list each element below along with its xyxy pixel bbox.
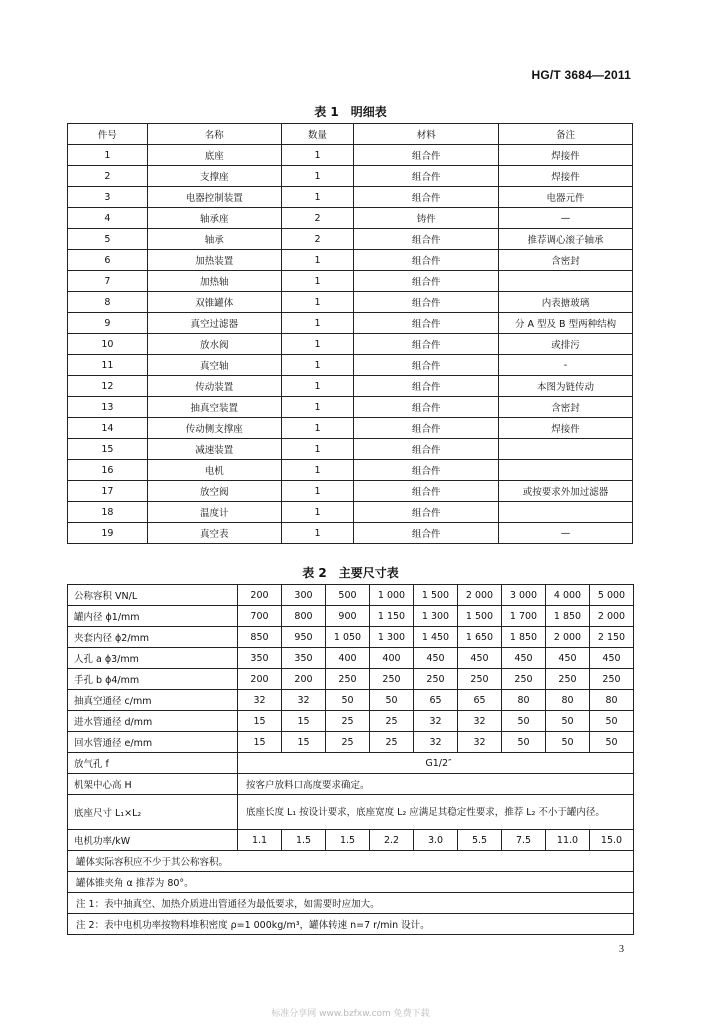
table1-cell: 1 <box>281 502 354 523</box>
motor-power-value: 5.5 <box>458 830 502 851</box>
dimension-value: 1 850 <box>502 627 546 648</box>
table1-header-cell: 备注 <box>499 124 633 145</box>
row-label: 罐内径 ϕ1/mm <box>68 606 238 627</box>
table-row <box>68 313 633 334</box>
table-row <box>68 648 634 669</box>
table1-cell: 抽真空装置 <box>147 397 281 418</box>
table1-cell: 电器元件 <box>499 187 633 208</box>
table1-cell: 组合件 <box>354 439 499 460</box>
row-label: 公称容积 VN/L <box>68 585 238 606</box>
motor-power-value: 1.1 <box>238 830 282 851</box>
table1-header-cell: 材料 <box>354 124 499 145</box>
dimension-value: 15 <box>238 711 282 732</box>
table-row <box>68 585 634 606</box>
dimension-value: 850 <box>238 627 282 648</box>
table1-cell: 推荐调心滚子轴承 <box>499 229 633 250</box>
dimension-value: 1 500 <box>458 606 502 627</box>
dimension-value: 2 000 <box>458 585 502 606</box>
dimension-value: 250 <box>546 669 590 690</box>
table1-cell: 2 <box>281 229 354 250</box>
row-label: 手孔 b ϕ4/mm <box>68 669 238 690</box>
table1-cell: 焊接件 <box>499 166 633 187</box>
table-note: 注 2：表中电机功率按物料堆积密度 ρ=1 000kg/m³，罐体转速 n=7 r/min 设计。 <box>68 914 634 935</box>
dimension-value: 250 <box>370 669 414 690</box>
table1-header-cell: 数量 <box>281 124 354 145</box>
table1-cell: 组合件 <box>354 418 499 439</box>
table1-cell: 放水阀 <box>147 334 281 355</box>
table1-cell: — <box>499 208 633 229</box>
table1-cell: 1 <box>281 481 354 502</box>
dimension-value: 80 <box>502 690 546 711</box>
table-row <box>68 481 633 502</box>
table1-cell: 1 <box>281 292 354 313</box>
table1-cell: 6 <box>68 250 148 271</box>
table1-cell: 1 <box>281 187 354 208</box>
dimension-value: 1 500 <box>414 585 458 606</box>
table1-cell: 底座 <box>147 145 281 166</box>
table1-cell: 1 <box>281 397 354 418</box>
table1-cell: 传动侧支撑座 <box>147 418 281 439</box>
table1-cell: 1 <box>281 439 354 460</box>
motor-power-value: 1.5 <box>282 830 326 851</box>
dimension-value: 500 <box>326 585 370 606</box>
dimension-value: 15 <box>282 732 326 753</box>
table1-header-cell: 件号 <box>68 124 148 145</box>
motor-power-value: 11.0 <box>546 830 590 851</box>
table1-cell: 1 <box>281 355 354 376</box>
table1-cell: 焊接件 <box>499 418 633 439</box>
table1-cell: 组合件 <box>354 187 499 208</box>
table1-cell: 1 <box>281 334 354 355</box>
table1-cell: 3 <box>68 187 148 208</box>
dimension-value: 25 <box>326 732 370 753</box>
table1-cell: 组合件 <box>354 481 499 502</box>
row-label: 夹套内径 ϕ2/mm <box>68 627 238 648</box>
table1-cell: 组合件 <box>354 334 499 355</box>
page-number: 3 <box>619 944 624 955</box>
table1-cell: 轴承座 <box>147 208 281 229</box>
dimension-value: 50 <box>546 711 590 732</box>
dimension-value: 800 <box>282 606 326 627</box>
frame-height-row-label: 机架中心高 H <box>68 774 238 795</box>
table1-cell: — <box>499 523 633 544</box>
motor-power-value: 1.5 <box>326 830 370 851</box>
dimension-value: 25 <box>370 732 414 753</box>
table1-cell: 1 <box>281 523 354 544</box>
dimension-value: 4 000 <box>546 585 590 606</box>
table-row <box>68 271 633 292</box>
table-row <box>68 187 633 208</box>
table1-cell: 1 <box>281 166 354 187</box>
dimension-value: 2 000 <box>590 606 634 627</box>
motor-power-value: 7.5 <box>502 830 546 851</box>
table1-cell: 加热轴 <box>147 271 281 292</box>
table1-caption-title: 明细表 <box>350 105 387 119</box>
frame-height-row <box>68 774 634 795</box>
table1-cell: 1 <box>68 145 148 166</box>
table-row <box>68 397 633 418</box>
table1-cell: 焊接件 <box>499 145 633 166</box>
table1-cell: - <box>499 355 633 376</box>
dimension-value: 400 <box>326 648 370 669</box>
dimension-value: 15 <box>238 732 282 753</box>
table1-cell: 2 <box>68 166 148 187</box>
table1-cell: 真空轴 <box>147 355 281 376</box>
dimension-value: 65 <box>458 690 502 711</box>
dimension-value: 3 000 <box>502 585 546 606</box>
table1-cell: 组合件 <box>354 292 499 313</box>
dimension-value: 32 <box>458 732 502 753</box>
frame-height-row-value: 按客户放料口高度要求确定。 <box>238 774 634 795</box>
note-row <box>68 851 634 872</box>
row-label: 进水管通径 d/mm <box>68 711 238 732</box>
table1-cell: 4 <box>68 208 148 229</box>
dimension-value: 32 <box>282 690 326 711</box>
table1-cell: 组合件 <box>354 397 499 418</box>
dimension-value: 250 <box>326 669 370 690</box>
table1-cell: 1 <box>281 313 354 334</box>
table-row <box>68 418 633 439</box>
dimension-value: 250 <box>414 669 458 690</box>
table-row <box>68 145 633 166</box>
table1-cell: 加热装置 <box>147 250 281 271</box>
table1-cell: 2 <box>281 208 354 229</box>
dimension-value: 80 <box>546 690 590 711</box>
table-row <box>68 627 634 648</box>
table-row <box>68 669 634 690</box>
table1-cell: 含密封 <box>499 250 633 271</box>
motor-power-label: 电机功率/kW <box>68 830 238 851</box>
table1-cell: 组合件 <box>354 229 499 250</box>
table-row <box>68 292 633 313</box>
dimension-value: 900 <box>326 606 370 627</box>
table-row <box>68 166 633 187</box>
table1-cell <box>499 271 633 292</box>
table1-cell: 含密封 <box>499 397 633 418</box>
table1-cell: 电机 <box>147 460 281 481</box>
table1-cell: 5 <box>68 229 148 250</box>
table1-cell: 内表搪玻璃 <box>499 292 633 313</box>
dimension-value: 450 <box>502 648 546 669</box>
dimension-value: 300 <box>282 585 326 606</box>
table1-cell: 1 <box>281 145 354 166</box>
dimension-value: 32 <box>238 690 282 711</box>
row-label: 回水管通径 e/mm <box>68 732 238 753</box>
row-label: 抽真空通径 c/mm <box>68 690 238 711</box>
table-row <box>68 376 633 397</box>
vent-row-value: G1/2″ <box>238 753 634 774</box>
table-note: 注 1：表中抽真空、加热介质进出管通径为最低要求，如需要时应加大。 <box>68 893 634 914</box>
table1-cell: 组合件 <box>354 502 499 523</box>
dimension-value: 50 <box>502 732 546 753</box>
table-row <box>68 732 634 753</box>
table-row <box>68 334 633 355</box>
table1-cell: 10 <box>68 334 148 355</box>
dimension-value: 450 <box>590 648 634 669</box>
table-row <box>68 690 634 711</box>
table1-cell: 真空过滤器 <box>147 313 281 334</box>
dimension-value: 250 <box>458 669 502 690</box>
motor-power-value: 2.2 <box>370 830 414 851</box>
table1-caption-number: 表 1 <box>314 105 339 119</box>
table1-caption <box>0 103 701 120</box>
dimension-value: 32 <box>458 711 502 732</box>
table1-cell: 1 <box>281 376 354 397</box>
dimension-value: 1 650 <box>458 627 502 648</box>
base-size-row-value: 底座长度 L₁ 按设计要求，底座宽度 L₂ 应满足其稳定性要求，推荐 L₂ 不小于罐内径。 <box>238 795 634 830</box>
table1-cell: 组合件 <box>354 355 499 376</box>
dimension-value: 32 <box>414 732 458 753</box>
dimension-value: 15 <box>282 711 326 732</box>
motor-power-value: 15.0 <box>590 830 634 851</box>
note-row <box>68 872 634 893</box>
dimension-value: 50 <box>590 711 634 732</box>
table2-caption-title: 主要尺寸表 <box>338 566 399 580</box>
site-watermark: 标准分享网 www.bzfxw.com 免费下载 <box>271 1009 430 1019</box>
vent-row <box>68 753 634 774</box>
dimension-value: 2 150 <box>590 627 634 648</box>
table1-cell: 19 <box>68 523 148 544</box>
table1-cell: 16 <box>68 460 148 481</box>
table1-cell: 组合件 <box>354 145 499 166</box>
table1-cell: 减速装置 <box>147 439 281 460</box>
main-dimensions-table <box>67 584 634 935</box>
table1-cell <box>499 439 633 460</box>
base-size-row-label: 底座尺寸 L₁×L₂ <box>68 795 238 830</box>
table1-cell: 1 <box>281 271 354 292</box>
table1-cell: 15 <box>68 439 148 460</box>
dimension-value: 32 <box>414 711 458 732</box>
table1-cell: 放空阀 <box>147 481 281 502</box>
dimension-value: 450 <box>546 648 590 669</box>
dimension-value: 1 050 <box>326 627 370 648</box>
dimension-value: 950 <box>282 627 326 648</box>
table1-cell: 或按要求外加过滤器 <box>499 481 633 502</box>
table1-cell: 真空表 <box>147 523 281 544</box>
dimension-value: 400 <box>370 648 414 669</box>
vent-row-label: 放气孔 f <box>68 753 238 774</box>
table1-cell: 9 <box>68 313 148 334</box>
dimension-value: 50 <box>502 711 546 732</box>
dimension-value: 450 <box>414 648 458 669</box>
table-row <box>68 208 633 229</box>
dimension-value: 25 <box>326 711 370 732</box>
dimension-value: 80 <box>590 690 634 711</box>
dimension-value: 1 000 <box>370 585 414 606</box>
table1-cell: 组合件 <box>354 523 499 544</box>
dimension-value: 450 <box>458 648 502 669</box>
standard-code: HG/T 3684—2011 <box>531 68 631 82</box>
table1-cell: 组合件 <box>354 271 499 292</box>
table1-cell: 1 <box>281 460 354 481</box>
table1-cell: 1 <box>281 250 354 271</box>
table1-cell: 温度计 <box>147 502 281 523</box>
table1-cell: 铸件 <box>354 208 499 229</box>
table1-cell: 组合件 <box>354 313 499 334</box>
dimension-value: 1 450 <box>414 627 458 648</box>
table1-cell <box>499 502 633 523</box>
table1-cell: 组合件 <box>354 376 499 397</box>
dimension-value: 65 <box>414 690 458 711</box>
table1-cell: 17 <box>68 481 148 502</box>
parts-list-table <box>67 123 633 544</box>
dimension-value: 2 000 <box>546 627 590 648</box>
note-row <box>68 914 634 935</box>
table1-cell: 14 <box>68 418 148 439</box>
dimension-value: 200 <box>282 669 326 690</box>
table-row <box>68 355 633 376</box>
table1-cell: 7 <box>68 271 148 292</box>
motor-power-value: 3.0 <box>414 830 458 851</box>
dimension-value: 350 <box>282 648 326 669</box>
table1-cell: 12 <box>68 376 148 397</box>
dimension-value: 1 150 <box>370 606 414 627</box>
table1-header-cell: 名称 <box>147 124 281 145</box>
table1-cell: 本图为链传动 <box>499 376 633 397</box>
table1-cell: 18 <box>68 502 148 523</box>
table1-cell: 13 <box>68 397 148 418</box>
dimension-value: 25 <box>370 711 414 732</box>
dimension-value: 50 <box>326 690 370 711</box>
table1-cell: 双锥罐体 <box>147 292 281 313</box>
dimension-value: 700 <box>238 606 282 627</box>
table1-cell: 1 <box>281 418 354 439</box>
dimension-value: 50 <box>546 732 590 753</box>
table1-cell: 组合件 <box>354 166 499 187</box>
motor-power-row <box>68 830 634 851</box>
table1-cell: 11 <box>68 355 148 376</box>
table1-cell: 支撑座 <box>147 166 281 187</box>
table1-cell: 组合件 <box>354 250 499 271</box>
table-row <box>68 502 633 523</box>
table1-cell: 电器控制装置 <box>147 187 281 208</box>
dimension-value: 1 300 <box>414 606 458 627</box>
table1-cell: 轴承 <box>147 229 281 250</box>
row-label: 人孔 a ϕ3/mm <box>68 648 238 669</box>
dimension-value: 1 300 <box>370 627 414 648</box>
table-note: 罐体锥夹角 α 推荐为 80°。 <box>68 872 634 893</box>
dimension-value: 200 <box>238 669 282 690</box>
table1-cell: 分 A 型及 B 型两种结构 <box>499 313 633 334</box>
table1-cell: 8 <box>68 292 148 313</box>
base-size-row <box>68 795 634 830</box>
table-row <box>68 711 634 732</box>
table-row <box>68 460 633 481</box>
table1-cell: 或排污 <box>499 334 633 355</box>
note-row <box>68 893 634 914</box>
dimension-value: 50 <box>370 690 414 711</box>
table-row <box>68 250 633 271</box>
table-note: 罐体实际容积应不少于其公称容积。 <box>68 851 634 872</box>
dimension-value: 1 850 <box>546 606 590 627</box>
dimension-value: 200 <box>238 585 282 606</box>
table-row <box>68 229 633 250</box>
table1-cell: 传动装置 <box>147 376 281 397</box>
table1-header-row <box>68 124 633 145</box>
table2-caption-number: 表 2 <box>302 566 327 580</box>
table-row <box>68 606 634 627</box>
dimension-value: 350 <box>238 648 282 669</box>
dimension-value: 250 <box>502 669 546 690</box>
table2-caption <box>0 564 701 581</box>
dimension-value: 5 000 <box>590 585 634 606</box>
table-row <box>68 523 633 544</box>
table1-cell <box>499 460 633 481</box>
table-row <box>68 439 633 460</box>
dimension-value: 50 <box>590 732 634 753</box>
dimension-value: 250 <box>590 669 634 690</box>
dimension-value: 1 700 <box>502 606 546 627</box>
table1-cell: 组合件 <box>354 460 499 481</box>
